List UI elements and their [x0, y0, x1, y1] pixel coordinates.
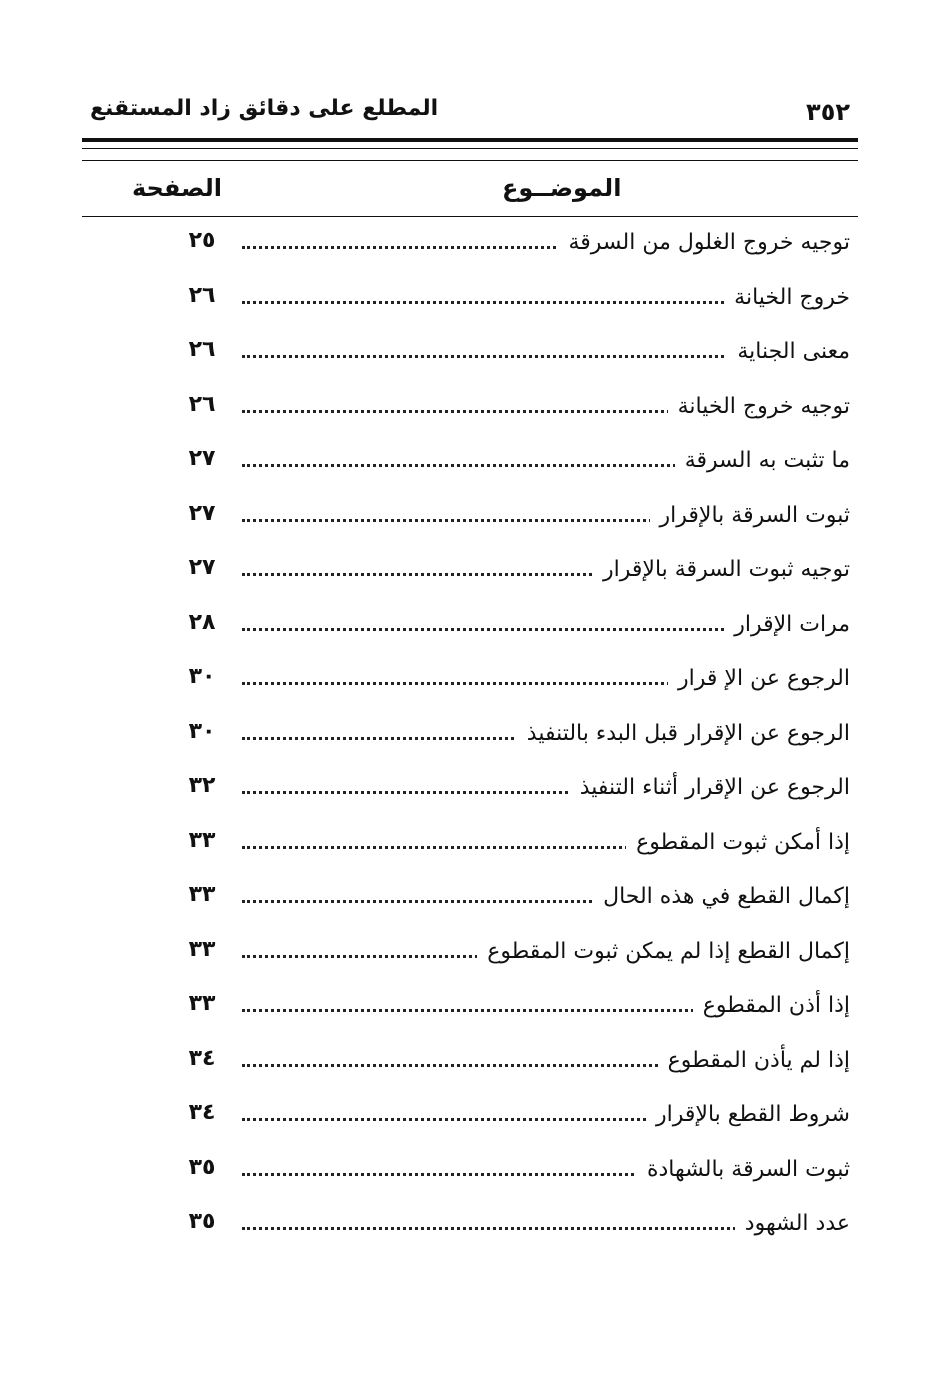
column-headers: [82, 170, 858, 214]
toc-entry-topic-wrap: [477, 939, 850, 964]
toc-entry-topic-wrap: [558, 230, 850, 255]
toc-entry-topic-wrap: [724, 285, 850, 310]
toc-entry-topic: إذا لم يأذن المقطوع: [658, 1048, 850, 1073]
toc-entry-topic: شروط القطع بالإقرار: [646, 1102, 850, 1127]
toc-entry-topic-wrap: [724, 612, 850, 637]
toc-entry-page: ٢٦: [188, 337, 216, 362]
toc-entry-page: ٣٢: [188, 773, 216, 798]
toc-entry: [82, 1036, 858, 1091]
toc-entry: [82, 654, 858, 709]
toc-entry-page: ٣٣: [188, 882, 216, 907]
running-head: [82, 96, 858, 132]
toc-entry-topic: توجيه خروج الخيانة: [668, 394, 850, 419]
toc-entry-page: ٢٧: [188, 500, 216, 526]
page-number: ٣٥٢: [806, 98, 850, 126]
page-column-header: الصفحة: [132, 174, 223, 202]
toc-entry-page: ٢٥: [188, 228, 216, 253]
toc-entry: [82, 818, 858, 873]
toc-entry-topic-wrap: [693, 993, 850, 1018]
toc-entry-topic: خروج الخيانة: [724, 285, 850, 310]
toc-entry: [82, 872, 858, 927]
toc-entry: [82, 491, 858, 546]
toc-entry-topic-wrap: [637, 1157, 850, 1182]
toc-entry-page: ٢٧: [188, 446, 216, 471]
header-rule-thin: [82, 148, 858, 149]
header-rule-thin: [82, 160, 858, 161]
toc-entry-topic: إذا أمكن ثبوت المقطوع: [626, 830, 850, 855]
toc-entry: [82, 327, 858, 382]
toc-entry: [82, 709, 858, 764]
toc-entry-topic: إذا أذن المقطوع: [693, 993, 850, 1018]
toc-entry-page: ٣٤: [188, 1045, 216, 1071]
header-rule-thick: [82, 138, 858, 142]
toc-entry: [82, 927, 858, 982]
toc-entry-topic-wrap: [727, 339, 850, 364]
toc-entry-topic: الرجوع عن الإقرار أثناء التنفيذ: [570, 775, 850, 800]
toc-entry: [82, 1145, 858, 1200]
toc-entry: [82, 600, 858, 655]
toc-entry-topic-wrap: [646, 1102, 850, 1127]
toc-entry-topic: توجيه خروج الغلول من السرقة: [558, 230, 850, 255]
toc-entry-page: ٢٦: [188, 391, 216, 417]
toc-entry-page: ٢٦: [188, 282, 216, 308]
toc-entry-page: ٣٣: [188, 991, 216, 1016]
column-header-rule: [82, 216, 858, 217]
book-title: المطلع على دقائق زاد المستقنع: [90, 96, 439, 121]
toc-entry-page: ٣٥: [188, 1209, 216, 1234]
toc-entry-topic: إكمال القطع في هذه الحال: [593, 884, 850, 909]
toc-entry-topic-wrap: [650, 503, 850, 528]
toc-entry-topic-wrap: [593, 884, 850, 909]
toc-entry-topic: مرات الإقرار: [724, 612, 850, 637]
toc-entry: [82, 1199, 858, 1254]
toc-entry-topic-wrap: [626, 830, 850, 855]
toc-entry-topic: معنى الجناية: [727, 339, 850, 364]
toc-entry-page: ٣٤: [188, 1100, 216, 1125]
toc-entry: [82, 981, 858, 1036]
toc-entry-topic-wrap: [570, 775, 850, 800]
toc-entry-topic-wrap: [735, 1211, 850, 1236]
toc-entry-topic: ثبوت السرقة بالشهادة: [637, 1157, 850, 1182]
toc-entry-page: ٣٥: [188, 1154, 216, 1180]
toc-entry-page: ٣٠: [188, 718, 216, 744]
toc-entry-page: ٢٨: [188, 609, 216, 635]
toc-entry-topic: الرجوع عن الإقرار قبل البدء بالتنفيذ: [517, 721, 850, 746]
toc-entry-topic: ما تثبت به السرقة: [675, 448, 850, 473]
toc-entry-page: ٢٧: [188, 555, 216, 580]
toc-entry-topic-wrap: [593, 557, 850, 582]
toc-entry: [82, 763, 858, 818]
toc-entry-topic-wrap: [517, 721, 850, 746]
toc-entry-page: ٣٣: [188, 936, 216, 962]
toc-list: [82, 218, 858, 1254]
toc-entry: [82, 273, 858, 328]
toc-entry-topic: الرجوع عن الإ قرار: [668, 666, 850, 691]
toc-entry: [82, 218, 858, 273]
toc-entry-topic: إكمال القطع إذا لم يمكن ثبوت المقطوع: [477, 939, 850, 964]
toc-entry-topic-wrap: [668, 394, 850, 419]
toc-entry-page: ٣٠: [188, 664, 216, 689]
toc-entry: [82, 545, 858, 600]
toc-entry: [82, 436, 858, 491]
toc-entry: [82, 1090, 858, 1145]
toc-entry-topic: عدد الشهود: [735, 1211, 850, 1236]
toc-entry-topic: ثبوت السرقة بالإقرار: [650, 503, 850, 528]
toc-entry-topic-wrap: [658, 1048, 850, 1073]
toc-entry-topic: توجيه ثبوت السرقة بالإقرار: [593, 557, 850, 582]
toc-entry: [82, 382, 858, 437]
toc-entry-page: ٣٣: [188, 827, 216, 853]
toc-entry-topic-wrap: [675, 448, 850, 473]
toc-entry-topic-wrap: [668, 666, 850, 691]
topic-column-header: الموضــوع: [502, 174, 622, 202]
